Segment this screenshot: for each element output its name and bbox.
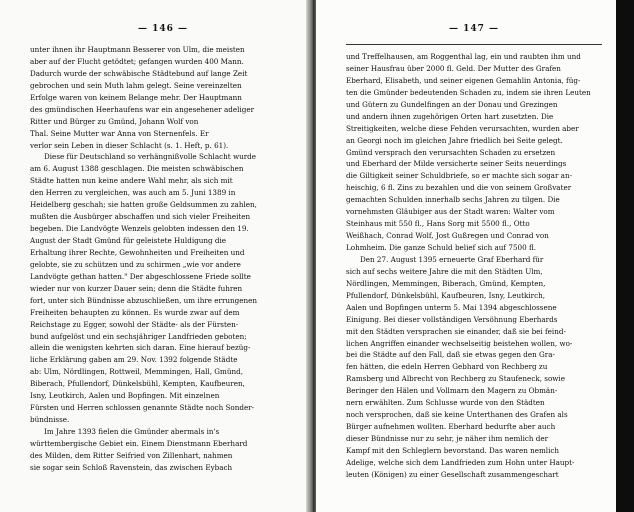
text-line: lichen Angriffen einander wechselseitig beistehen wollen, wo-	[346, 338, 573, 348]
text-line: Den 27. August 1395 erneuerte Graf Eberhard für	[360, 254, 544, 264]
text-line: Isny, Leutkirch, Aalen und Bopfingen. Mit einzelnen	[30, 391, 220, 401]
text-line: Freiheiten behaupten zu können. Es wurde zwar auf dem	[30, 307, 240, 317]
text-line: Im Jahre 1393 fielen die Gmünder abermals in's	[44, 427, 220, 436]
text-line: nern erwählten. Zum Schlusse wurde von den Städten	[346, 398, 545, 408]
text-line: wieder nur von kurzer Dauer sein; denn die Städte fuhren	[30, 283, 243, 293]
text-line: sich auf sechs weitere Jahre die mit den Städten Ulm,	[346, 266, 543, 276]
text-line: seiner Hausfrau über 2000 fl. Geld. Der Mutter des Grafen	[346, 63, 561, 73]
text-line: allein die wenigsten kehrten sich daran. Eine hierauf bezüg-	[30, 343, 251, 353]
text-line: vornehmsten Gläubiger aus der Stadt waren: Walter vom	[346, 207, 555, 217]
text-line: aber auf der Flucht getödtet; gefangen wurden 400 Mann.	[30, 56, 244, 66]
text-line: Erfolge waren von keinem Belange mehr. Der Hauptmann	[30, 92, 242, 102]
text-line: mit den Städten versprachen sie einander, daß sie bei feind-	[346, 326, 566, 336]
text-line: Einigung. Bei dieser vollständigen Versöhnung Eberhards	[346, 314, 558, 324]
text-line: Aalen und Bopfingen unterm 5. Mai 1394 abgeschlossene	[346, 302, 557, 312]
text-line: Ritter und Bürger zu Gmünd, Johann Wolf von	[30, 116, 199, 126]
text-line: ab: Ulm, Nördlingen, Rottweil, Memmingen, Hall, Gmünd,	[30, 367, 243, 377]
text-line: bei die Städte auf den Fall, daß sie etwas gegen den Gra-	[346, 350, 555, 360]
page-number-left: — 146 —	[137, 24, 189, 34]
text-line: Nördlingen, Memmingen, Biberach, Gmünd, Kempten,	[346, 278, 546, 288]
text-line: Kampf mit den Schleglern bevorstand. Das waren nemlich	[346, 445, 560, 455]
text-line: württembergische Gebiet ein. Einem Dienstmann Eberhard	[30, 438, 248, 448]
text-line: sie sogar sein Schloß Ravenstein, das zwischen Eybach	[30, 462, 233, 472]
text-line: den Herren zu vergleichen, was auch am 5. Juni 1389 in	[30, 188, 236, 198]
text-line: Beringer den Hälen und Vollmarn den Magern zu Obmän-	[346, 386, 558, 396]
text-line: heischig, 6 fl. Zins zu bezahlen und die von seinem Großvater	[346, 183, 572, 193]
text-line: Bürger aufnehmen wollten. Eberhard bedurfte aber auch	[346, 422, 556, 432]
header-rule	[346, 44, 602, 45]
text-line: des Milden, dem Ritter Seifried von Zillenhart, nahmen	[30, 450, 233, 460]
text-line: Weißhach, Conrad Wolf, Jost Gußregen und Conrad von	[346, 231, 549, 241]
text-line: August der Stadt Gmünd für geleistete Huldigung die	[30, 236, 227, 245]
right-page	[316, 0, 616, 512]
text-line: Streitigkeiten, welche diese Fehden verursachten, wurden aber	[346, 123, 579, 133]
text-line: Landvögte gethan hatten." Der abgeschlossene Friede sollte	[30, 271, 251, 281]
text-line: Städte hatten nun keine andere Wahl mehr, als sich mit	[30, 176, 233, 186]
text-line: Diese für Deutschland so verhängnißvolle Schlacht wurde	[44, 152, 257, 162]
text-line: und Eberhard der Milde versicherte seiner Seits neuerdings	[346, 159, 567, 169]
text-line: fort, unter sich Bündnisse abzuschließen, um ihre errungenen	[30, 295, 258, 305]
text-line: verlor sein Leben in dieser Schlacht (s. 1. Heft, p. 61).	[30, 140, 229, 150]
text-line: die Giltigkeit seiner Schuldbriefe, so er machte sich sogar an-	[346, 171, 573, 181]
text-line: des gmündischen Heerhaufens war ein angesehener adeliger	[30, 104, 255, 114]
text-line: Heidelberg geschah; sie hatten große Geldsummen zu zahlen,	[30, 200, 257, 210]
text-line: Adelige, welche sich dem Landfrieden zum Hohn unter Haupt-	[346, 457, 575, 467]
text-line: gemachten Schulden innerhalb sechs Jahren zu tilgen. Die	[346, 195, 560, 205]
text-line: und Treffelhausen, am Roggenthal lag, ein und raubten ihm und	[346, 52, 581, 61]
text-line: bund aufgelöst und ein sechsjähriger Landfrieden geboten;	[30, 331, 247, 341]
text-line: dieser Bündnisse nur zu sehr, je näher ihm nemlich der	[346, 434, 549, 443]
page-number-right: — 147 —	[448, 24, 500, 34]
text-line: Biberach, Pfullendorf, Dünkelsbühl, Kempten, Kaufbeuren,	[30, 379, 245, 389]
text-line: unter ihnen ihr Hauptmann Besserer von Ulm, die meisten	[30, 45, 245, 54]
text-line: Dadurch wurde der schwäbische Städtebund auf lange Zeit	[30, 68, 248, 78]
text-line: gebrochen und sein Muth lahm gelegt. Seine vereinzelten	[30, 80, 242, 90]
text-line: Steinhaus mit 550 fl., Hans Sorg mit 5500 fl., Otto	[346, 219, 530, 229]
text-line: liche Erklärung gaben am 29. Nov. 1392 folgende Städte	[30, 355, 238, 365]
text-line: Eberhard, Elisabeth, und seiner eigenen Gemahlin Antonia, füg-	[346, 75, 581, 85]
left-page-text	[30, 44, 296, 474]
scan-border	[616, 0, 634, 512]
text-line: Lohmheim. Die ganze Schuld belief sich auf 7500 fl.	[346, 243, 537, 252]
text-line: am 6. August 1388 geschlagen. Die meisten schwäbischen	[30, 164, 244, 174]
text-line: Pfullendorf, Dünkelsbühl, Kaufbeuren, Isny, Leutkirch,	[346, 290, 546, 300]
text-line: und Gütern zu Gundelfingen an der Donau und Grezingen	[346, 99, 558, 109]
text-line: Ramsberg und Albrecht von Rechberg zu Staufeneck, sowie	[346, 374, 565, 384]
text-line: fen hätten, die edeln Herren Gebhard von Rechberg zu	[346, 362, 548, 372]
left-page	[0, 0, 312, 512]
text-line: noch versprochen, daß sie keine Unterthanen des Grafen als	[346, 410, 568, 420]
text-line: Fürsten und Herren schlossen genannte Städte noch Sonder-	[30, 403, 255, 413]
right-page-text	[346, 51, 602, 481]
text-line: an Georgi noch im gleichen Jahre friedlich bei Seite gelegt.	[346, 135, 563, 145]
text-line: leuten (Königen) zu einer Gesellschaft zusammengeschart	[346, 469, 559, 479]
text-line: Gmünd versprach den verursachten Schaden zu ersetzen	[346, 147, 556, 157]
text-line: begeben. Die Landvögte Wenzels gelobten indessen den 19.	[30, 224, 249, 234]
text-line: Erhaltung ihrer Rechte, Gewohnheiten und Freiheiten und	[30, 247, 245, 257]
text-line: ten die Gmünder bedeutenden Schaden zu, indem sie ihren Leuten	[346, 87, 591, 97]
text-line: Thal. Seine Mutter war Anna von Sternenfels. Er	[30, 128, 209, 138]
text-line: Reichstage zu Egger, sowohl der Städte- als der Fürsten-	[30, 319, 239, 329]
text-line: gelobte, sie zu schützen und zu schirmen „wie vor andere	[30, 259, 241, 269]
text-line: mußten die Ausbürger abschaffen und sich vieler Freiheiten	[30, 212, 251, 222]
text-line: und andern ihnen zugehörigen Orten hart zusetzten. Die	[346, 111, 554, 121]
text-line: bündnisse.	[30, 415, 70, 425]
